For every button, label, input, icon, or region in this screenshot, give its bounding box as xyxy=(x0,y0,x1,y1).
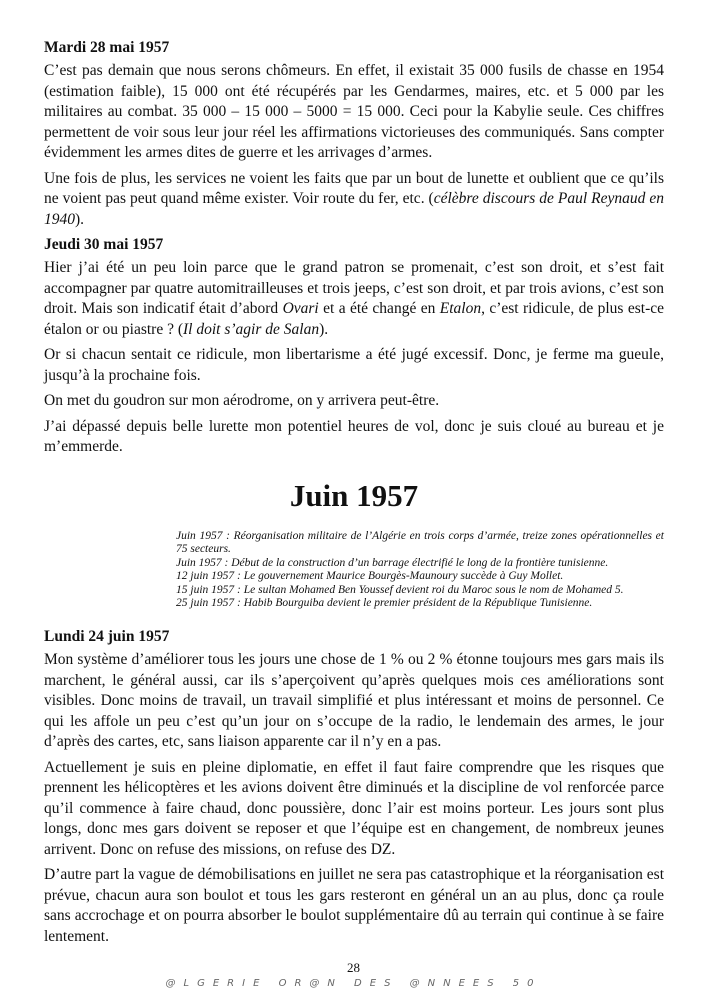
entry-paragraph xyxy=(44,865,664,947)
event-item: 12 juin 1957 : Le gouvernement Maurice Bourgès-Maunoury succède à Guy Mollet. xyxy=(176,570,564,583)
page-content xyxy=(44,38,664,952)
text-run: C’est pas demain que nous serons chômeurs. En effet, il existait 35 000 fusils de chasse en 1954 (estimation faible), 15 000 ont été récupérés par les Gendarmes, maires, etc. et 5 000 par les militaires au combat. 35 000 – 15 000 – 5000 = 15 000. Ceci pour la Kabylie seule. Ces chiffres permettent de voir sous leur jour réel les affirmations victorieuses des communiqués. Sans compter évidemment les armes dites de guerre et les arrivages d’armes. xyxy=(44,62,664,161)
text-run: et a été changé en xyxy=(318,300,440,317)
entry-paragraph xyxy=(44,650,664,753)
text-run: Actuellement je suis en pleine diplomatie, en effet il faut faire comprendre que les risques que prennent les hélicoptères et les avions doivent être diminués et la discipline de vol renforcée parce qu’il commence à faire chaud, donc poussière, donc l’air est moins porteur. Les jours sont plus longs, donc mes gars doivent se reposer et que l’équipe est en changement, de nombreux jeunes arrivent. Donc on refuse des missions, on refuse des DZ. xyxy=(44,758,664,858)
events-box xyxy=(176,530,664,612)
entry-paragraph xyxy=(44,169,664,231)
italic-text: Etalon xyxy=(439,300,482,317)
entry-date: Mardi 28 mai 1957 xyxy=(44,39,170,56)
text-run: ). xyxy=(75,210,85,228)
month-title: Juin 1957 xyxy=(289,477,419,513)
text-run: D’autre part la vague de démobilisations en juillet ne sera pas catastrophique et la réorganisation est prévue, chacun aura son boulot et tous les gars resteront en général un an au plus, donc ça roule sans accrochage et on pourra absorber le boulot supplémentaire dû au terrain qui continue à se faire lentement. xyxy=(44,866,664,945)
entry-paragraph xyxy=(44,258,664,340)
text-run: Hier j’ai été un peu loin parce que le grand patron se promenait, c’est son droit, et s’est fait accompagner par quatre automitrailleuses et trois jeeps, c’est son droit, et par trois avions, c’est son droit. Mais son indicatif était d’abord xyxy=(44,259,664,317)
page-number: 28 xyxy=(347,960,360,975)
event-item: 25 juin 1957 : Habib Bourguiba devient le premier président de la République Tunisienne. xyxy=(176,597,593,610)
entry-paragraph xyxy=(44,61,664,164)
may-entries xyxy=(44,38,664,458)
italic-text: Il doit s’agir de Salan xyxy=(183,320,320,338)
event-item: 15 juin 1957 : Le sultan Mohamed Ben Youssef devient roi du Maroc sous le nom de Mohamed 5. xyxy=(176,583,624,596)
entry-paragraph xyxy=(44,391,664,412)
text-run: Or si chacun sentait ce ridicule, mon libertarisme a été jugé excessif. Donc, je ferme ma gueule, jusqu’à la prochaine fois. xyxy=(44,346,664,384)
june-entries xyxy=(44,627,664,947)
text-run: ). xyxy=(319,320,329,338)
entry-paragraph xyxy=(44,417,664,458)
italic-text: célèbre discours de Paul Reynaud en 1940 xyxy=(44,190,664,228)
entry-date: Lundi 24 juin 1957 xyxy=(44,628,170,646)
event-item: Juin 1957 : Début de la construction d’un barrage électrifié le long de la frontière tunisienne. xyxy=(176,556,609,569)
text-run: Une fois de plus, les services ne voient les faits que par un bout de lunette et oublient que ce qu’ils ne voient pas peut quand même exister. Voir route du fer, etc. ( xyxy=(44,169,664,207)
entry-paragraph xyxy=(44,345,664,386)
event-item: Juin 1957 : Réorganisation militaire de l’Algérie en trois corps d’armée, treize zones opérationnelles et 75 secteurs. xyxy=(176,529,664,556)
site-footer: @LGERIE OR@N DES @NNEES 50 xyxy=(165,978,542,989)
text-run: , c’est ridicule, de plus est-ce étalon or ou piastre ? ( xyxy=(44,300,664,338)
entry-paragraph xyxy=(44,758,664,861)
text-run: On met du goudron sur mon aérodrome, on y arrivera peut-être. xyxy=(44,392,440,409)
entry-date: Jeudi 30 mai 1957 xyxy=(44,236,164,253)
text-run: Mon système d’améliorer tous les jours une chose de 1 % ou 2 % étonne toujours mes gars mais ils marchent, le général aussi, car ils s’aperçoivent qu’après quelques mois ces améliorations sont visibles. Donc moins de travail, un travail simplifié et plus intéressant et moins de personnel. Ce qui les affole un peu c’est qu’un jour on s’occupe de la radio, le lendemain des armes, le jour d’après des cartes, etc, sans liaison apparente car il n’y en a pas. xyxy=(44,651,664,751)
italic-text: Ovari xyxy=(282,300,319,317)
text-run: J’ai dépassé depuis belle lurette mon potentiel heures de vol, donc je suis cloué au bureau et je m’emmerde. xyxy=(44,417,664,455)
